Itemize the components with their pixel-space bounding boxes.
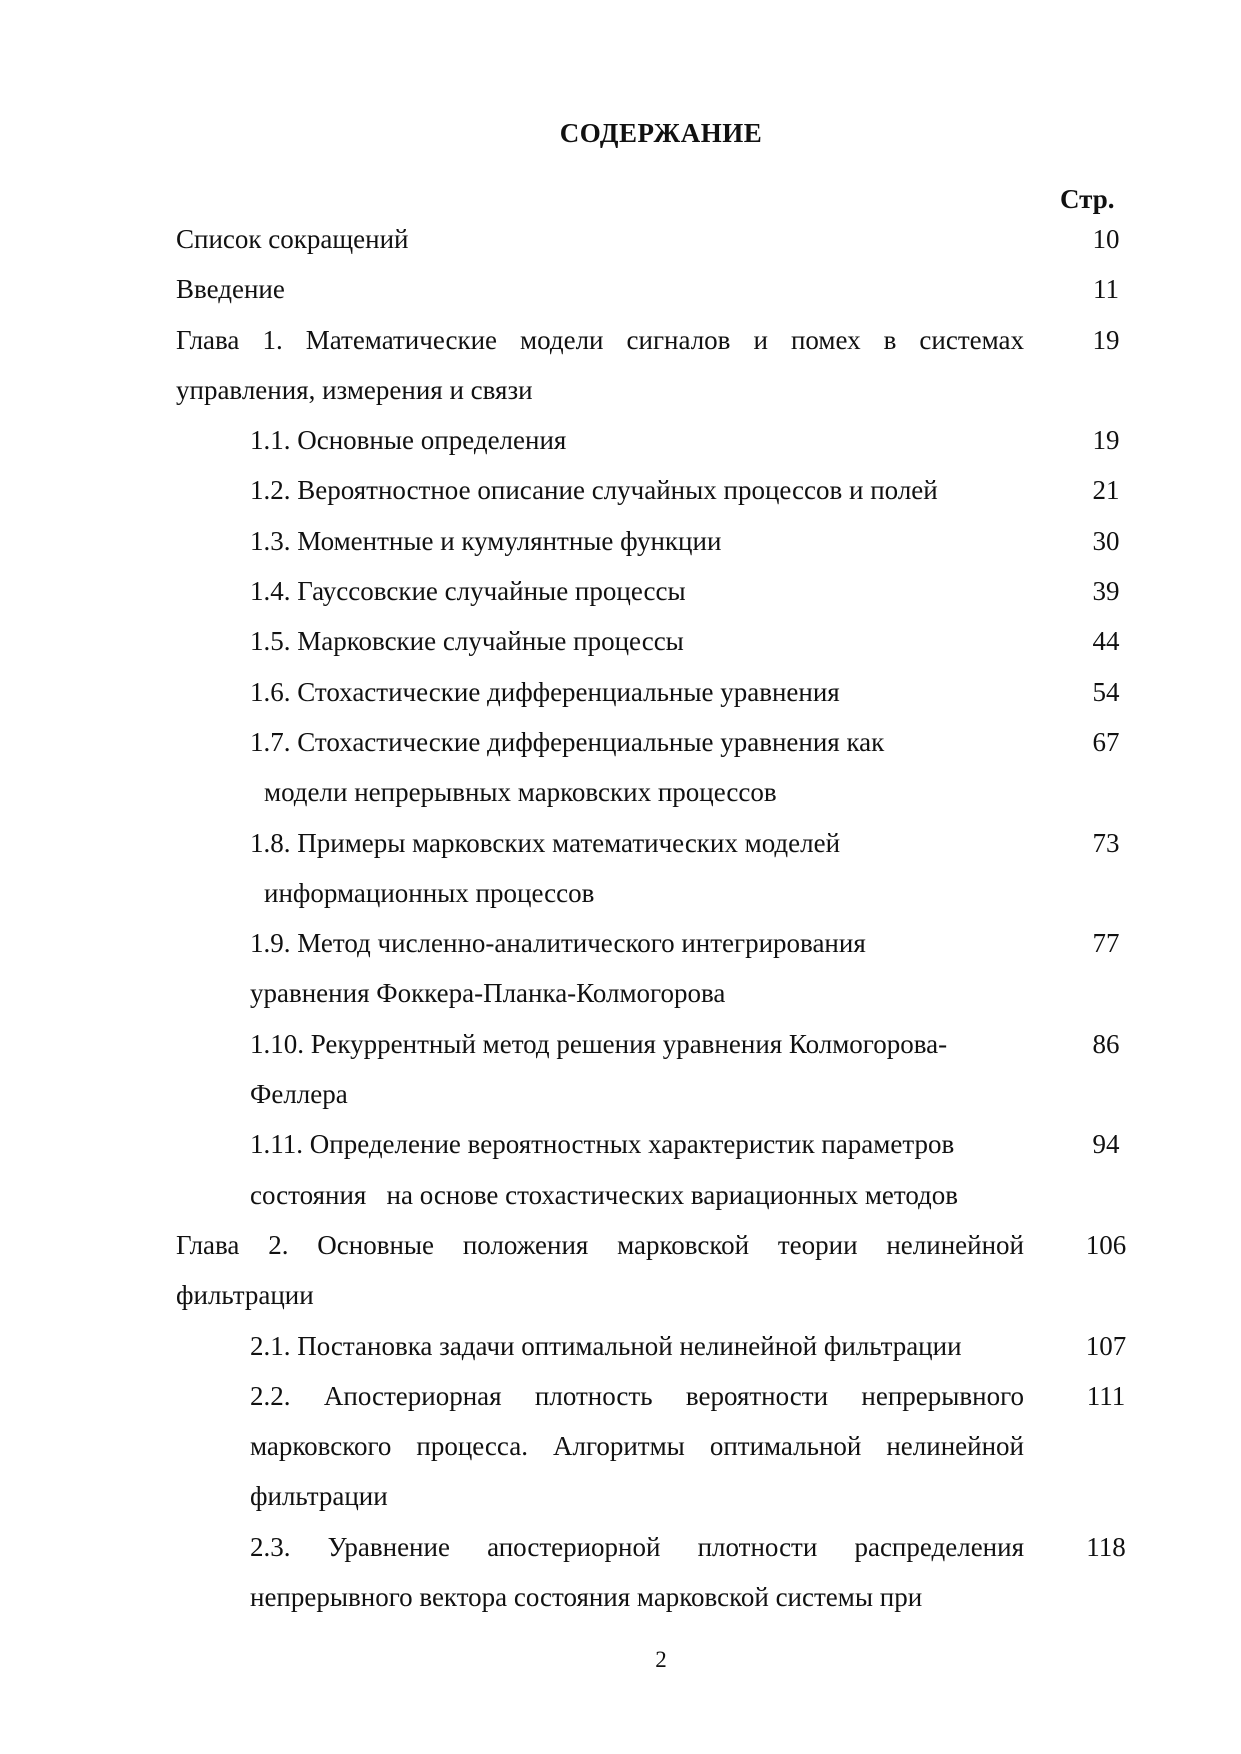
toc-entry-1-4[interactable]	[0, 566, 1241, 616]
toc-entry-text: 1.4. Гауссовские случайные процессы	[250, 576, 686, 607]
toc-entry-2-3[interactable]	[0, 1522, 1241, 1623]
toc-entry-1-8[interactable]	[0, 818, 1241, 919]
toc-entry-text: 1.5. Марковские случайные процессы	[250, 626, 684, 657]
toc-entry-page: 21	[1092, 475, 1120, 506]
toc-entry-text-continued: информационных процессов	[264, 877, 595, 908]
toc-entry-page: 86	[1092, 1028, 1120, 1059]
toc-entry-text-continued: состояния на основе стохастических вариационных методов	[250, 1179, 959, 1210]
toc-entry-page: 77	[1092, 928, 1120, 959]
toc-entry-text: 1.11. Определение вероятностных характеристик параметров	[250, 1129, 955, 1160]
toc-entry-page: 107	[1085, 1330, 1127, 1361]
toc-entry-1-10[interactable]	[0, 1019, 1241, 1120]
toc-entry-1-6[interactable]	[0, 667, 1241, 717]
toc-entry-1-11[interactable]	[0, 1119, 1241, 1220]
toc-entry-introduction[interactable]	[0, 264, 1241, 314]
footer-page-number: 2	[655, 1647, 667, 1672]
toc-entry-text-continued: Феллера	[250, 1079, 348, 1110]
toc-entry-text: 2.2. Апостериорная плотность вероятности непрерывного марковского процесса. Алгоритмы оптимальной нелинейной фильтрации	[250, 1380, 1024, 1512]
toc-entry-page: 67	[1092, 726, 1120, 757]
toc-entry-2-1[interactable]	[0, 1321, 1241, 1371]
toc-entry-text: 1.6. Стохастические дифференциальные уравнения	[250, 676, 840, 707]
toc-entry-page: 30	[1092, 525, 1120, 556]
toc-entry-page: 118	[1086, 1531, 1126, 1562]
toc-entry-chapter-2[interactable]	[0, 1220, 1241, 1321]
toc-entry-text: Глава 1. Математические модели сигналов и помех в системах управления, измерения и связи	[176, 324, 1024, 405]
toc-entry-text: 1.1. Основные определения	[250, 425, 567, 456]
toc-entry-text-continued: уравнения Фоккера-Планка-Колмогорова	[250, 978, 726, 1009]
toc-entry-text: Введение	[176, 274, 285, 305]
toc-entry-text: 1.3. Моментные и кумулянтные функции	[250, 525, 722, 556]
toc-entry-text: 1.9. Метод численно-аналитического интегрирования	[250, 928, 866, 959]
toc-entry-page: 11	[1093, 274, 1119, 305]
toc-entry-page: 111	[1086, 1380, 1126, 1411]
toc-entry-page: 94	[1092, 1129, 1120, 1160]
toc-entry-2-2[interactable]	[0, 1371, 1241, 1522]
page-column-header: Стр.	[1060, 184, 1115, 214]
toc-entry-page: 19	[1092, 324, 1120, 355]
toc-entry-text: 1.8. Примеры марковских математических моделей	[250, 827, 841, 858]
toc-entry-text: Список сокращений	[176, 224, 409, 254]
toc-entry-text: 2.1. Постановка задачи оптимальной нелинейной фильтрации	[250, 1330, 962, 1361]
page-title: СОДЕРЖАНИЕ	[559, 118, 763, 148]
toc-entry-1-2[interactable]	[0, 465, 1241, 515]
toc-entry-page: 44	[1092, 626, 1120, 657]
toc-entry-page: 39	[1092, 576, 1120, 607]
toc-entry-1-9[interactable]	[0, 918, 1241, 1019]
toc-entry-1-3[interactable]	[0, 516, 1241, 566]
toc-entry-1-5[interactable]	[0, 616, 1241, 666]
toc-entry-page: 54	[1092, 676, 1120, 707]
toc-entry-chapter-1[interactable]	[0, 315, 1241, 416]
table-of-contents	[0, 214, 1241, 1622]
toc-entry-text: 1.7. Стохастические дифференциальные уравнения как	[250, 726, 885, 757]
toc-entry-page: 73	[1092, 827, 1120, 858]
toc-entry-text-continued: модели непрерывных марковских процессов	[264, 777, 777, 808]
toc-entry-page: 106	[1085, 1229, 1127, 1260]
toc-entry-1-7[interactable]	[0, 717, 1241, 818]
toc-entry-text: Глава 2. Основные положения марковской теории нелинейной фильтрации	[176, 1229, 1024, 1311]
toc-entry-abbreviations[interactable]	[0, 214, 1241, 264]
toc-entry-text: 1.10. Рекуррентный метод решения уравнения Колмогорова-	[250, 1028, 948, 1059]
toc-entry-text: 1.2. Вероятностное описание случайных процессов и полей	[250, 475, 938, 506]
toc-entry-page: 10	[1092, 224, 1120, 254]
toc-entry-page: 19	[1092, 425, 1120, 456]
toc-entry-1-1[interactable]	[0, 415, 1241, 465]
toc-entry-text: 2.3. Уравнение апостериорной плотности распределения непрерывного вектора состояния марковской системы при	[250, 1531, 1024, 1613]
